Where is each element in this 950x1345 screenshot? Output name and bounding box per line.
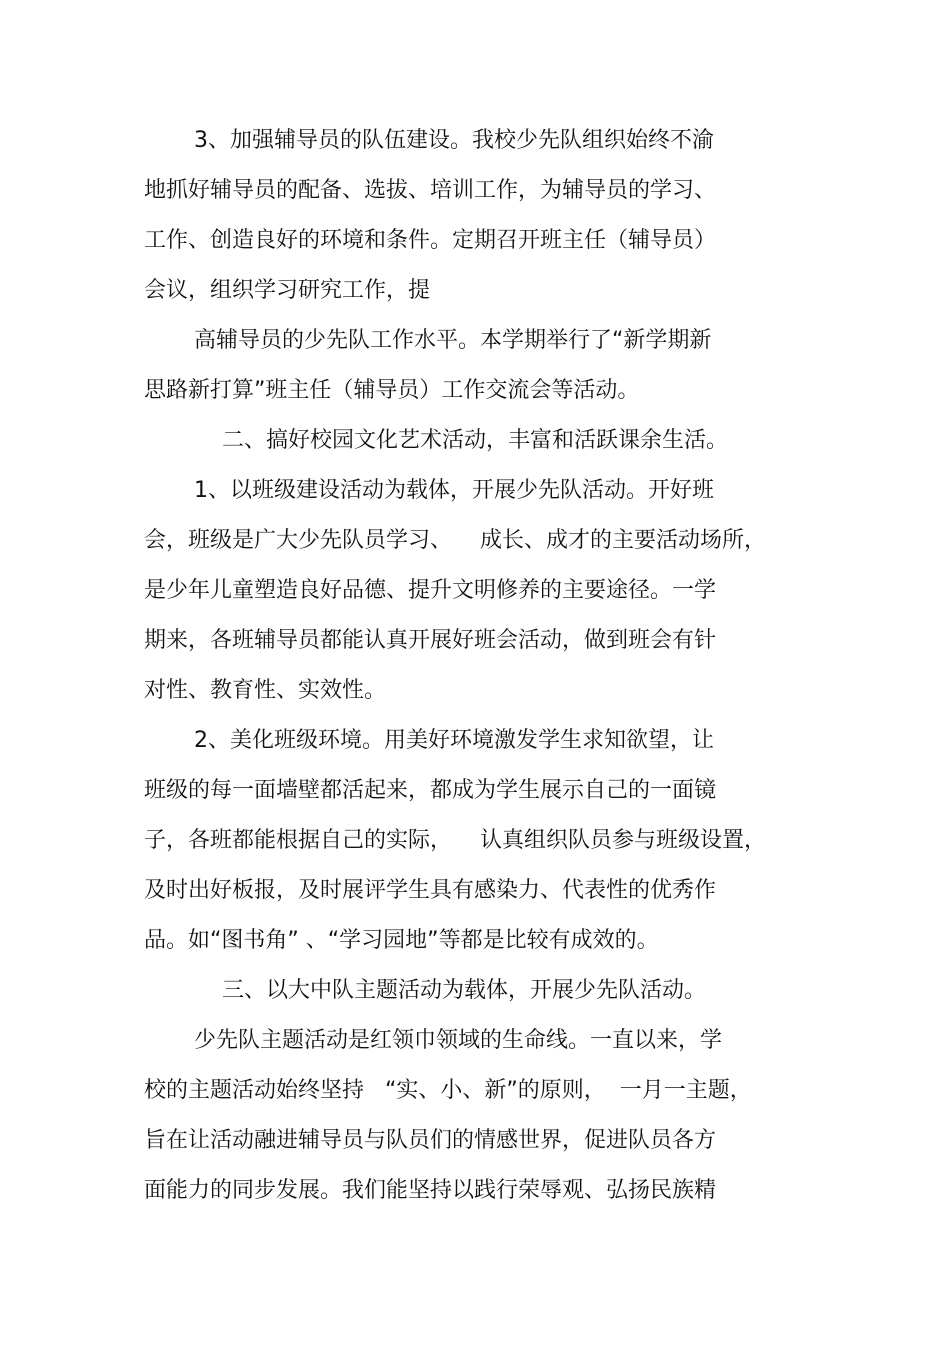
text-line: 工作、创造良好的环境和条件。定期召开班主任（辅导员）: [144, 228, 717, 253]
text-line: 会议，组织学习研究工作，提: [144, 278, 431, 303]
text-line: 3、加强辅导员的队伍建设。我校少先队组织始终不渝: [194, 128, 714, 153]
text-line: 旨在让活动融进辅导员与队员们的情感世界，促进队员各方: [144, 1128, 717, 1153]
text-line: 及时出好板报，及时展评学生具有感染力、代表性的优秀作: [144, 878, 717, 903]
text-line: 少先队主题活动是红领巾领域的生命线。一直以来，学: [194, 1028, 723, 1053]
text-line: 是少年儿童塑造良好品德、提升文明修养的主要途径。一学: [144, 578, 717, 603]
text-line: 面能力的同步发展。我们能坚持以践行荣辱观、弘扬民族精: [144, 1178, 717, 1203]
text-line: 期来，各班辅导员都能认真开展好班会活动，做到班会有针: [144, 628, 717, 653]
text-line: 会，班级是广大少先队员学习、 成长、成才的主要活动场所，: [144, 528, 766, 553]
text-line: 思路新打算”班主任（辅导员）工作交流会等活动。: [144, 378, 640, 403]
text-line: 子，各班都能根据自己的实际， 认真组织队员参与班级设置，: [144, 828, 766, 853]
text-line: 2、美化班级环境。用美好环境激发学生求知欲望，让: [194, 728, 714, 753]
text-line: 高辅导员的少先队工作水平。本学期举行了“新学期新: [194, 328, 712, 353]
section-heading: 三、以大中队主题活动为载体，开展少先队活动。: [222, 978, 707, 1003]
section-heading: 二、搞好校园文化艺术活动，丰富和活跃课余生活。: [222, 428, 729, 453]
text-line: 品。如“图书角” 、“学习园地”等都是比较有成效的。: [144, 928, 659, 953]
text-line: 对性、教育性、实效性。: [144, 678, 387, 703]
text-line: 校的主题活动始终坚持 “实、小、新”的原则， 一月一主题，: [144, 1078, 752, 1103]
text-line: 1、以班级建设活动为载体，开展少先队活动。开好班: [194, 478, 714, 503]
text-line: 地抓好辅导员的配备、选拔、培训工作，为辅导员的学习、: [144, 178, 717, 203]
text-line: 班级的每一面墙壁都活起来，都成为学生展示自己的一面镜: [144, 778, 717, 803]
